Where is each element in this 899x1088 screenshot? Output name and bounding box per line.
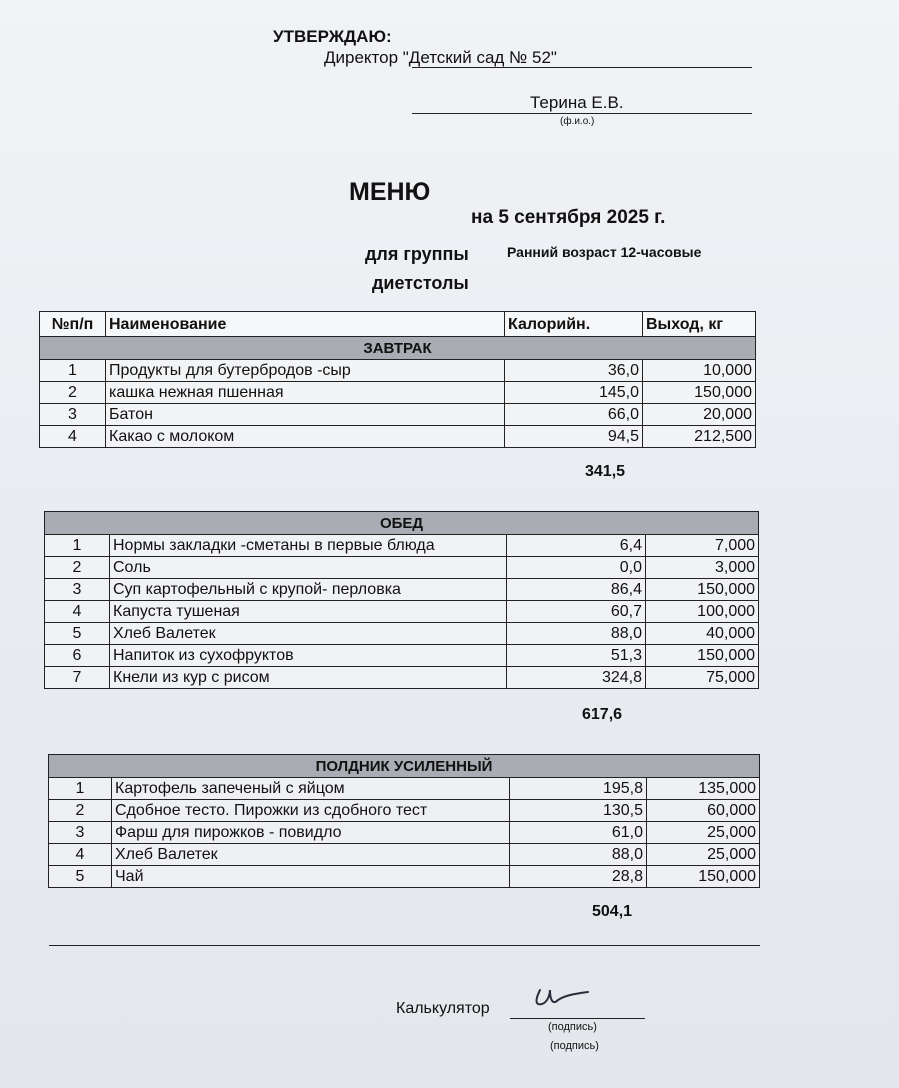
approve-title: УТВЕРЖДАЮ: <box>273 27 392 46</box>
section-row-breakfast <box>40 337 756 360</box>
signer-name: Терина Е.В. <box>530 93 624 112</box>
row-calories: 145,0 <box>505 382 643 404</box>
row-calories: 324,8 <box>507 667 646 689</box>
breakfast-total: 341,5 <box>585 463 626 480</box>
table-row <box>40 426 756 448</box>
row-num: 7 <box>45 667 110 689</box>
row-name: Капуста тушеная <box>110 601 507 623</box>
row-calories: 0,0 <box>507 557 646 579</box>
table-row <box>49 778 760 800</box>
breakfast-table <box>39 311 756 448</box>
section-title-breakfast: ЗАВТРАК <box>40 337 756 360</box>
group-value-line2: диетстолы <box>372 273 469 293</box>
row-output: 25,000 <box>647 844 760 866</box>
row-output: 75,000 <box>646 667 759 689</box>
row-output: 100,000 <box>646 601 759 623</box>
bottom-divider <box>49 945 760 946</box>
director-line-text: Директор "Детский сад № 52" <box>324 48 557 67</box>
row-name: Кнели из кур с рисом <box>110 667 507 689</box>
group-label: для группы <box>365 244 469 264</box>
lunch-total: 617,6 <box>582 706 623 723</box>
row-num: 1 <box>49 778 112 800</box>
table-row <box>45 667 759 689</box>
table-header-row <box>40 312 756 337</box>
lunch-table <box>44 511 759 689</box>
row-output: 150,000 <box>646 579 759 601</box>
row-output: 150,000 <box>643 382 756 404</box>
menu-title: МЕНЮ <box>349 178 431 206</box>
table-row <box>45 645 759 667</box>
row-name: Сдобное тесто. Пирожки из сдобного тест <box>112 800 510 822</box>
row-calories: 195,8 <box>510 778 647 800</box>
section-row-snack <box>49 755 760 778</box>
section-title-snack: ПОЛДНИК УСИЛЕННЫЙ <box>49 755 760 778</box>
section-title-lunch: ОБЕД <box>45 512 759 535</box>
group-value: Ранний возраст 12-часовые <box>507 244 702 260</box>
row-num: 4 <box>45 601 110 623</box>
row-name: кашка нежная пшенная <box>106 382 505 404</box>
row-calories: 88,0 <box>507 623 646 645</box>
row-calories: 36,0 <box>505 360 643 382</box>
row-calories: 61,0 <box>510 822 647 844</box>
row-output: 135,000 <box>647 778 760 800</box>
director-underline <box>412 67 752 68</box>
fio-caption: (ф.и.о.) <box>560 116 595 127</box>
row-output: 20,000 <box>643 404 756 426</box>
row-num: 6 <box>45 645 110 667</box>
row-name: Напиток из сухофруктов <box>110 645 507 667</box>
column-header-output: Выход, кг <box>643 312 756 337</box>
row-calories: 51,3 <box>507 645 646 667</box>
snack-total: 504,1 <box>592 903 633 920</box>
row-calories: 66,0 <box>505 404 643 426</box>
row-num: 2 <box>45 557 110 579</box>
row-num: 4 <box>49 844 112 866</box>
row-num: 5 <box>45 623 110 645</box>
row-calories: 28,8 <box>510 866 647 888</box>
signer-underline <box>412 113 752 114</box>
table-row <box>49 822 760 844</box>
row-name: Продукты для бутербродов -сыр <box>106 360 505 382</box>
table-row <box>40 360 756 382</box>
column-header-num: №п/п <box>40 312 106 337</box>
table-row <box>40 404 756 426</box>
row-output: 40,000 <box>646 623 759 645</box>
row-num: 3 <box>49 822 112 844</box>
column-header-name: Наименование <box>106 312 505 337</box>
table-row <box>49 800 760 822</box>
table-row <box>45 623 759 645</box>
row-calories: 86,4 <box>507 579 646 601</box>
row-name: Хлеб Валетек <box>112 844 510 866</box>
row-output: 150,000 <box>647 866 760 888</box>
signature-caption-2: (подпись) <box>550 1040 599 1052</box>
table-row <box>49 866 760 888</box>
row-name: Хлеб Валетек <box>110 623 507 645</box>
table-row <box>45 579 759 601</box>
calculator-label: Калькулятор <box>396 1000 490 1017</box>
row-num: 2 <box>49 800 112 822</box>
row-calories: 130,5 <box>510 800 647 822</box>
row-num: 5 <box>49 866 112 888</box>
row-num: 3 <box>45 579 110 601</box>
row-calories: 6,4 <box>507 535 646 557</box>
row-calories: 60,7 <box>507 601 646 623</box>
row-name: Фарш для пирожков - повидло <box>112 822 510 844</box>
calculator-signature-line <box>510 1018 645 1019</box>
section-row-lunch <box>45 512 759 535</box>
row-name: Картофель запеченый с яйцом <box>112 778 510 800</box>
row-output: 60,000 <box>647 800 760 822</box>
table-row <box>40 382 756 404</box>
column-header-calories: Калорийн. <box>505 312 643 337</box>
row-num: 2 <box>40 382 106 404</box>
row-name: Нормы закладки -сметаны в первые блюда <box>110 535 507 557</box>
row-output: 150,000 <box>646 645 759 667</box>
row-output: 10,000 <box>643 360 756 382</box>
row-name: Какао с молоком <box>106 426 505 448</box>
table-row <box>45 535 759 557</box>
table-row <box>45 601 759 623</box>
handwritten-signature <box>528 980 598 1020</box>
row-name: Чай <box>112 866 510 888</box>
row-name: Соль <box>110 557 507 579</box>
row-output: 3,000 <box>646 557 759 579</box>
row-output: 7,000 <box>646 535 759 557</box>
row-calories: 94,5 <box>505 426 643 448</box>
signature-caption-1: (подпись) <box>548 1021 597 1033</box>
row-name: Батон <box>106 404 505 426</box>
row-num: 1 <box>40 360 106 382</box>
row-name: Суп картофельный с крупой- перловка <box>110 579 507 601</box>
menu-date: на 5 сентября 2025 г. <box>471 207 666 228</box>
row-num: 4 <box>40 426 106 448</box>
table-row <box>45 557 759 579</box>
row-output: 212,500 <box>643 426 756 448</box>
table-row <box>49 844 760 866</box>
row-num: 1 <box>45 535 110 557</box>
row-num: 3 <box>40 404 106 426</box>
snack-table <box>48 754 760 888</box>
row-calories: 88,0 <box>510 844 647 866</box>
row-output: 25,000 <box>647 822 760 844</box>
